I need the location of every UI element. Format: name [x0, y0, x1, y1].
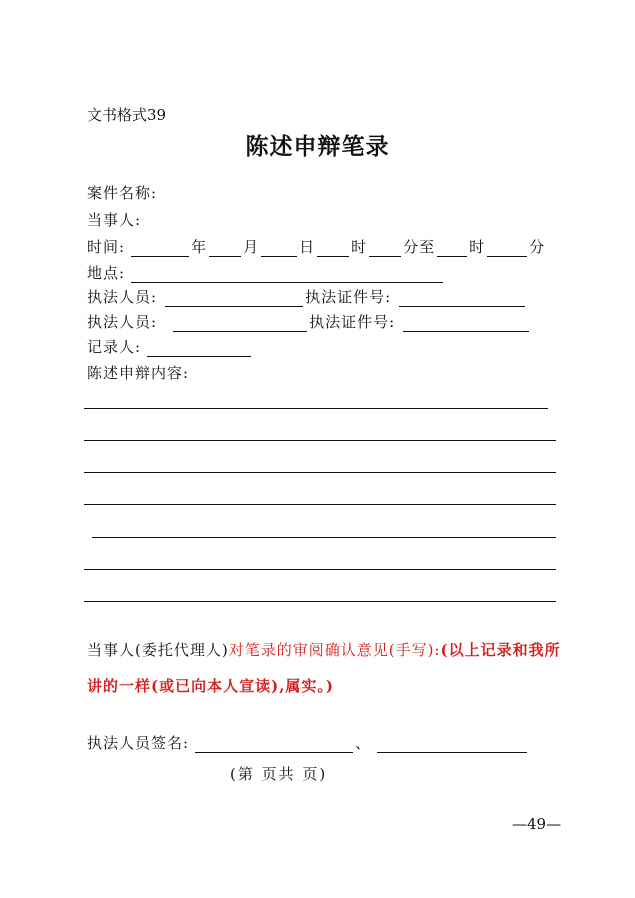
cert2-label: 执法证件号: — [309, 313, 396, 331]
case-name-row — [87, 182, 157, 203]
confirmation-prefix: 当事人(委托代理人) — [87, 641, 229, 659]
minute-start-blank[interactable] — [369, 240, 401, 257]
content-line[interactable] — [84, 472, 556, 473]
minute-to-unit: 分至 — [403, 238, 436, 256]
recorder-row — [87, 336, 253, 357]
place-label: 地点: — [87, 264, 126, 282]
recorder-blank[interactable] — [147, 340, 251, 357]
place-row — [87, 262, 445, 283]
signature-label: 执法人员签名: — [87, 734, 190, 752]
content-line[interactable] — [84, 408, 548, 409]
officer2-label: 执法人员: — [87, 313, 158, 331]
cert1-blank[interactable] — [399, 290, 525, 307]
signature-blank-2[interactable] — [377, 736, 527, 753]
document-title: 陈述申辩笔录 — [245, 133, 390, 160]
content-label: 陈述申辩内容: — [87, 364, 190, 382]
signature-blank-1[interactable] — [195, 736, 353, 753]
content-line[interactable] — [84, 440, 556, 441]
content-line[interactable] — [84, 569, 556, 570]
month-blank[interactable] — [209, 240, 241, 257]
officer2-row — [87, 311, 531, 332]
content-line[interactable] — [84, 504, 556, 505]
minute-end-blank[interactable] — [487, 240, 527, 257]
hour-start-unit: 时 — [351, 238, 368, 256]
cert2-blank[interactable] — [403, 315, 529, 332]
page-number: —49— — [512, 815, 562, 833]
content-line[interactable] — [92, 537, 556, 538]
party-row — [87, 209, 141, 230]
time-row — [87, 236, 545, 257]
day-blank[interactable] — [261, 240, 297, 257]
recorder-label: 记录人: — [87, 338, 142, 356]
signature-separator: 、 — [355, 734, 372, 752]
officer1-label: 执法人员: — [87, 288, 158, 306]
year-blank[interactable] — [131, 240, 189, 257]
hour-end-unit: 时 — [469, 238, 486, 256]
time-label: 时间: — [87, 238, 126, 256]
place-blank[interactable] — [131, 266, 443, 283]
party-label: 当事人: — [87, 211, 142, 229]
content-row — [87, 362, 189, 383]
case-name-label: 案件名称: — [87, 184, 158, 202]
content-line[interactable] — [84, 601, 556, 602]
confirmation-statement: (以上记录和我所讲的一样(或已向本人宣读),属实。) — [87, 641, 561, 695]
officer1-blank[interactable] — [165, 290, 303, 307]
day-unit: 日 — [299, 238, 316, 256]
hour-start-blank[interactable] — [317, 240, 349, 257]
year-unit: 年 — [191, 238, 208, 256]
form-number-label: 文书格式39 — [87, 106, 167, 124]
hour-end-blank[interactable] — [437, 240, 467, 257]
minute-end-unit: 分 — [529, 238, 546, 256]
officer1-row — [87, 286, 527, 307]
confirmation-block — [87, 632, 567, 704]
officer2-blank[interactable] — [173, 315, 307, 332]
confirmation-instruction: 对笔录的审阅确认意见(手写): — [228, 641, 441, 659]
signature-row — [87, 732, 529, 753]
page-counter: (第 页共 页) — [230, 765, 328, 783]
month-unit: 月 — [243, 238, 260, 256]
cert1-label: 执法证件号: — [305, 288, 392, 306]
